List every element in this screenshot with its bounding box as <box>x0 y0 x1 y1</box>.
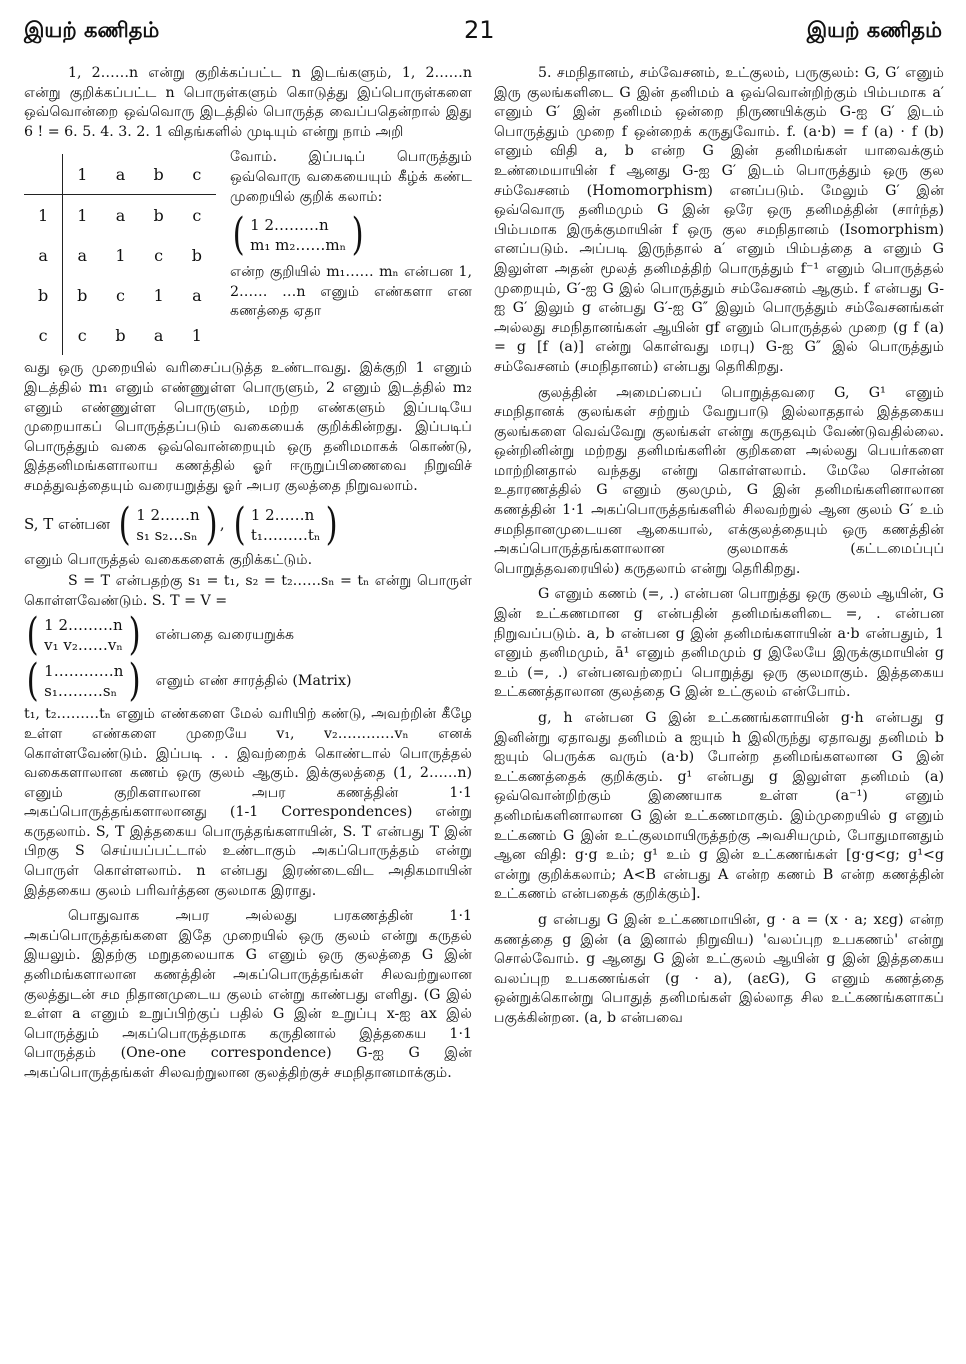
table-cell: a <box>192 285 202 305</box>
table-cell: b <box>115 325 126 345</box>
table-cell: 1 <box>24 195 63 236</box>
matrix-top-row: 1 2………n <box>250 216 329 235</box>
paragraph-cosets: g என்பது G இன் உட்கணமாயின், g · a = (x · a; xεg) என்ற கணத்தை g இன் (a இனால் நிறுவிய) 'வலப்புற உபகணம்' என்று சொல்வோம். g ஆனது G இன் உட்குலம் ஆயின் g இன் இத்தகைய வலப்புற உபகணங்கள் (g · a), (aεG), G எனும் கணத்தை ஒன்றுக்கொன்று பொதுத் தனிமங்கள் இல்லாத சில உட்கணங்களாகப் பகுக்கின்றன. (a, b என்பவை <box>494 911 944 1026</box>
paragraph-composition: t₁, t₂………tₙ எனும் எண்களை மேல் வரியிற் கண்டு, அவற்றின் கீழே உள்ள எண்களை முறையே v₁, v₂…………vₙ எனக் கொள்ளவேண்டும். இப்படி . . இவற்றைக் கொண்டால் பொருத்தல் வகைகளாலான கணம் ஒரு குலம் ஆகும். இக்குலத்தை (1, 2……n) எனும் குறிகளாலான அபர கணத்தின் 1·1 அகப்பொருத்தங்களாலானது (1-1 Correspondences) என்று கருதலாம். S, T இத்தகைய பொருத்தங்களாயின், S. T என்பது T இன் பிறகு S செய்யப்பட்டால் உண்டாகும் அகப்பொருத்தம் என்று பொருள் கொள்ளலாம். n என்பது இரண்டைவிட அதிகமாயின் இத்தகைய குலம் பரிவர்த்தன குலமாக இராது. <box>24 706 472 899</box>
page-number: 21 <box>464 16 495 44</box>
table-cell: a <box>77 245 88 265</box>
table-cell: a <box>153 325 164 345</box>
matrix-top-row: 1…………n <box>44 662 124 681</box>
matrix-definition <box>24 655 472 707</box>
table-cell: b <box>24 275 63 315</box>
matrix-bottom-row: s₁………sₙ <box>44 682 118 701</box>
table-cell: b <box>191 245 202 265</box>
table-and-notation-block <box>24 148 472 355</box>
table-cell: 1 <box>115 245 126 265</box>
matrix-bottom-row: m₁ m₂……mₙ <box>250 236 347 255</box>
right-column <box>494 64 944 1035</box>
table-cell: b <box>140 154 178 195</box>
permutation-matrix <box>230 209 366 261</box>
notation-side-text <box>230 148 472 355</box>
v-definition <box>24 609 472 661</box>
right-paren: ) <box>351 209 364 261</box>
matrix-top-row: 1 2………n <box>44 616 123 635</box>
table-cell: c <box>192 205 202 225</box>
paragraph-s-t-meaning: எனும் பொருத்தல் வகைகளைக் குறிக்கட்டும். <box>24 551 313 568</box>
table-cell: 1 <box>77 205 88 225</box>
paragraph-arrangement: வது ஒரு முறையில் வரிசைப்படுத்த உண்டாவது. இக்குறி 1 எனும் இடத்தில் m₁ எனும் எண்ணுள்ள பொருளும், 2 எனும் இடத்தில் m₂ எனும் எண்ணுள்ள பொருளும், மற்ற எண்களும் இப்படியே முறையாகப் பொருத்தப்படும் வகையைக் குறிக்கின்றது. இப்படிப் பொருத்தும் வகை ஒவ்வொன்றையும் ஒரு தனிமமாகக் கொண்டு, இத்தனிமங்களாலாய கணத்தில் ஓர் ஈருறுப்பிணைவை நிறுவிச் சமத்துவத்தையும் வரையறுத்து ஓர் அபர குலத்தை நிறுவலாம். <box>24 360 472 494</box>
v-definition-text: என்பதை வரையறுக்க <box>155 626 295 643</box>
running-title-right: இயற் கணிதம் <box>806 18 942 42</box>
side-text-explanation: என்ற குறியில் m₁…… mₙ என்பன 1, 2…… …n எனும் எண்களா என கணத்தை ஏதா <box>230 264 472 320</box>
matrix-top-row: 1 2……n <box>250 505 315 524</box>
table-cell: a <box>24 235 63 275</box>
left-column <box>24 64 472 1090</box>
paragraph-equality: S = T என்பதற்கு s₁ = t₁, s₂ = t₂……sₙ = tₙ என்று பொருள் கொள்ளவேண்டும். S. T = V = <box>24 573 472 609</box>
s-t-definition: S, T என்பன ( 1 2……n s₁ s₂…sₙ ) , ( 1 2……n t₁………tₙ ) <box>24 503 472 547</box>
matrix-s: ( 1 2……n s₁ s₂…sₙ ) <box>118 498 218 550</box>
table-cell: c <box>24 315 63 355</box>
table-cell: 1 <box>153 285 164 305</box>
table-cell: b <box>153 205 164 225</box>
table-cell: c <box>178 154 216 195</box>
table-row <box>24 235 216 275</box>
paragraph-subsets: g, h என்பன G இன் உட்கணங்களாயின் g·h என்பது g இனின்று ஏதாவது தனிமம் a ஐயும் h இலிருந்து ஏதாவது தனிமம் b ஐயும் பெருக்க வரும் (a·b) போன்ற தனிமங்களலான G இன் உட்கணத்தைக் குறிக்கும். g¹ என்பது g இலுள்ள தனிமம் (a) ஒவ்வொன்றிற்கும் இணையாக உள்ள (a⁻¹) எனும் தனிமங்களினாலான G இன் உட்கணமாகும். இம்முறையில் g எனும் உட்கணம் G இன் உட்குலமாயிருத்தற்கு அவசியமும், போதுமானதும் ஆன விதி: g·g உம்; g¹ உம் g இன் உட்கணங்கள் [g·g<g; g¹<g என்று குறிக்கலாம்; A<B என்பது A என்ற கணம் B என்ற கணத்தின் உட்கணம் என்பதைக் குறிக்கும்]. <box>494 710 944 903</box>
matrix-m: ( 1…………n s₁………sₙ ) <box>26 655 141 707</box>
matrix-bottom-row: s₁ s₂…sₙ <box>136 525 198 544</box>
matrix-v: ( 1 2………n v₁ v₂……vₙ ) <box>26 609 141 661</box>
table-row <box>24 315 216 355</box>
table-cell: b <box>77 285 88 305</box>
table-cell: 1 <box>191 325 202 345</box>
matrix-bottom-row: v₁ v₂……vₙ <box>44 636 123 655</box>
paragraph-isomorphism: 5. சமநிதானம், சம்வேசனம், உட்குலம், பருகுலம்: G, G′ எனும் இரு குலங்களிடை G இன் தனிமம் a ஒவ்வொன்றிற்கும் பிம்பமாக a′ எனும் G′ இன் தனிமம் ஒன்றை நிருணயிக்கும் G-ஐ G′ இடம் பொருத்தும் முறை f ஒன்றைக் கருதுவோம். f. (a·b) = f (a) · f (b) எனும் விதி a, b என்ற G இன் தனிமங்கள் யாவைக்கும் உண்மையாயின் f ஆனது G-ஐ G′ இடம் பொருத்தும் ஒரு குல சம்வேசனம் (Homomorphism) எனப்படும். மேலும் G′ இன் ஒவ்வொரு தனிமமும் G இன் ஒரே ஒரு தனிமத்தின் (சார்ந்த) பிம்பமாக இருக்குமாயின் f ஒரு குல சமநிதானம் (Isomorphism) எனப்படும். அப்படி இருந்தால் a′ எனும் பிம்பத்தை a எனும் G இலுள்ள அதன் மூலத் தனிமத்திற் பொருத்தும் f⁻¹ எனும் பொருத்தல் முறையும், G′-ஐ G இல் பொருத்தும் சம்வேசனம் ஆகும். f என்பது G-ஐ G′ இலும் g என்பது G′-ஐ G″ இலும் பொருத்தும் சம்வேசனங்கள் அல்லது சமநிதானங்கள் ஆயின் gf எனும் பொருத்தல் முறை (g f (a) = g [f (a)] என்று கொள்வது மரபு) G-ஐ G″ இல் பொருத்தும் சம்வேசனம் (சமநிதானம்) என்பது தெரிகிறது. <box>494 65 944 375</box>
table-cell: a <box>101 154 139 195</box>
table-row <box>24 275 216 315</box>
side-text-intro: வோம். இப்படிப் பொருத்தும் ஒவ்வொரு வகையையும் கீழ்க் கண்ட முறையில் குறிக் கலாம்: <box>230 149 472 205</box>
table-cell <box>24 154 63 195</box>
paragraph-places-objects: 1, 2……n என்று குறிக்கப்பட்ட n இடங்களும், 1, 2……n என்று குறிக்கப்பட்ட n பொருள்களும் கொடுத்து இப்பொருள்களை ஒவ்வொன்றை ஒவ்வொரு இடத்தில் பொருத்த வைப்பதென்றால் இது 6 ! = 6. 5. 4. 3. 2. 1 விதங்களில் முடியும் என்று நாம் அறி <box>24 65 472 140</box>
group-table <box>24 154 216 355</box>
table-row <box>24 195 216 236</box>
table-cell: c <box>77 325 87 345</box>
table-cell: c <box>154 245 164 265</box>
matrix-bottom-row: t₁………tₙ <box>250 525 321 544</box>
table-cell: 1 <box>63 154 102 195</box>
paragraph-group-structure: குலத்தின் அமைப்பைப் பொறுத்தவரை G, G¹ எனும் சமநிதானக் குலங்கள் சற்றும் வேறுபாடு இல்லாததால் இத்தகைய குலங்களை வெவ்வேறு குலங்கள் என்று கருதவும் வேண்டுவதில்லை. ஒன்றினின்று மற்றது தனிமங்களின் குறிகளை அல்லது பெயர்களை மாற்றினதால் வந்தது என்று கொள்ளலாம். மேலே சொன்ன உதாரணத்தில் G எனும் குலமும், G இன் தனிமங்களினாலான கணத்தின் 1·1 அகப்பொருத்தங்களில் சிலவற்றுல் ஆன குலம் G′ உம் சமநிதானமுடையன ஆகையால், எக்குலத்தையும் ஒரு கணத்தின் அகப்பொருத்தங்களாலான குலமாகக் (கட்டமைப்புப் பொறுத்தவரையில்) கருதலாம் என்று தெரிகிறது. <box>494 384 944 577</box>
matrix-t: ( 1 2……n t₁………tₙ ) <box>233 498 338 550</box>
page-header <box>0 14 966 48</box>
paragraph-subgroup: G எனும் கணம் (=, .) என்பன பொறுத்து ஒரு குலம் ஆயின், G இன் உட்கணமான g என்பதின் தனிமங்களிடை =, . என்பன நிறுவப்படும். a, b என்பன g இன் தனிமங்களாயின் a·b என்பதும், 1 எனும் தனிமமும், ā¹ எனும் தனிமமும் g இலேயே இருக்குமாயின் g உம் (=, .) என்பனவற்றைப் பொறுத்து ஒரு குலமாகும். இத்தகைய உட்கணத்தாலான குலத்தை G இன் உட்குலம் என்போம். <box>494 586 944 701</box>
table-cell: c <box>115 285 125 305</box>
running-title-left: இயற் கணிதம் <box>24 18 160 42</box>
group-table-header-row <box>24 154 216 195</box>
matrix-top-row: 1 2……n <box>136 505 200 524</box>
left-paren: ( <box>232 209 245 261</box>
s-t-label: S, T என்பன <box>24 514 111 533</box>
paragraph-general-case: பொதுவாக அபர அல்லது பரகணத்தின் 1·1 அகப்பொருத்தங்களை இதே முறையில் ஒரு குலம் என்று கருதல் இயலும். இதற்கு மறுதலையாக G எனும் ஒரு குலத்தை G இன் தனிமங்களாலான கணத்தின் அகப்பொருத்தங்கள் சிலவற்றுலான குலத்துடன் சம நிதானமுடைய குலம் என்று காண்பது எளிது. (G இல் உள்ள a எனும் உறுப்பிற்குப் பதில் G இன் உறுப்பு x-ஐ ax இல் பொருத்தும் அகப்பொருத்தமாக கருதினால் இத்தகைய 1·1 பொருத்தம் (One-one correspondence) G-ஐ G இன் அகப்பொருத்தங்கள் சிலவற்றுலான குலத்திற்குச் சமநிதானமாக்கும். <box>24 908 472 1081</box>
matrix-definition-text: எனும் எண் சாரத்தில் (Matrix) <box>155 672 352 689</box>
table-cell: a <box>115 205 126 225</box>
